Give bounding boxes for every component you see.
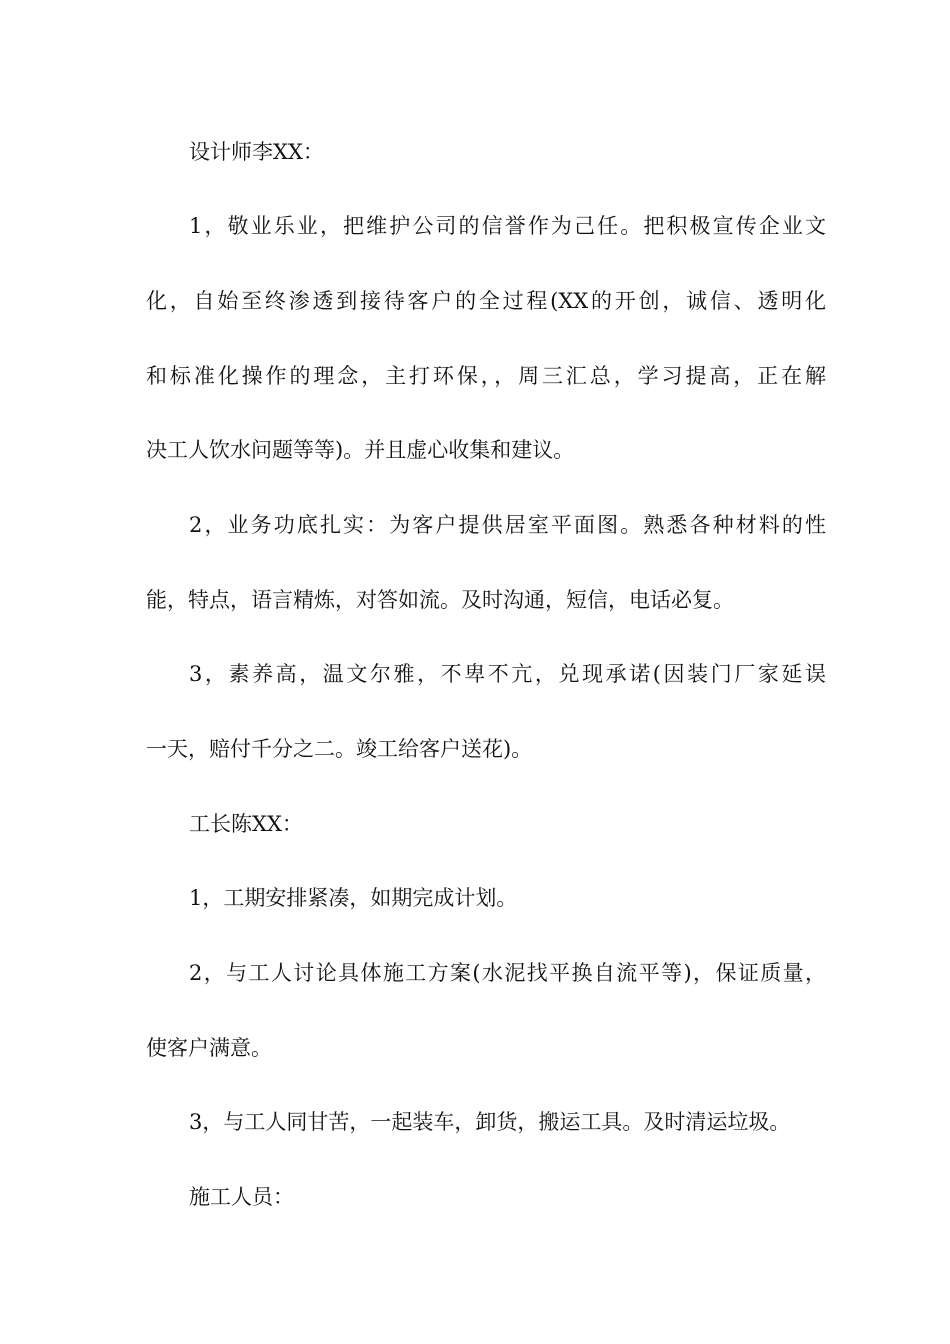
paragraph-line: 1，敬业乐业，把维护公司的信誉作为己任。把积极宣传企业文 bbox=[189, 214, 826, 238]
paragraph-line: 3，素养高，温文尔雅，不卑不亢，兑现承诺(因装门厂家延误 bbox=[189, 662, 826, 686]
paragraph-line: 决工人饮水问题等等)。并且虚心收集和建议。 bbox=[146, 438, 575, 462]
paragraph-line: 使客户满意。 bbox=[146, 1036, 272, 1060]
paragraph-line: 2，与工人讨论具体施工方案(水泥找平换自流平等)，保证质量， bbox=[189, 961, 826, 985]
paragraph-line: 化，自始至终渗透到接待客户的全过程(XX的开创，诚信、透明化 bbox=[146, 289, 826, 313]
paragraph-line: 2，业务功底扎实：为客户提供居室平面图。熟悉各种材料的性 bbox=[189, 513, 826, 537]
section-heading-designer: 设计师李XX： bbox=[189, 140, 324, 164]
paragraph-line: 一天，赔付千分之二。竣工给客户送花)。 bbox=[146, 737, 533, 761]
paragraph-line: 1，工期安排紧凑，如期完成计划。 bbox=[189, 886, 518, 910]
section-heading-workers: 施工人员： bbox=[189, 1185, 294, 1209]
section-heading-foreman: 工长陈XX： bbox=[189, 812, 303, 836]
paragraph-line: 和标准化操作的理念，主打环保，，周三汇总，学习提高，正在解 bbox=[146, 364, 826, 388]
paragraph-line: 能，特点，语言精炼，对答如流。及时沟通，短信，电话必复。 bbox=[146, 588, 734, 612]
paragraph-line: 3，与工人同甘苦，一起装车，卸货，搬运工具。及时清运垃圾。 bbox=[189, 1110, 791, 1134]
